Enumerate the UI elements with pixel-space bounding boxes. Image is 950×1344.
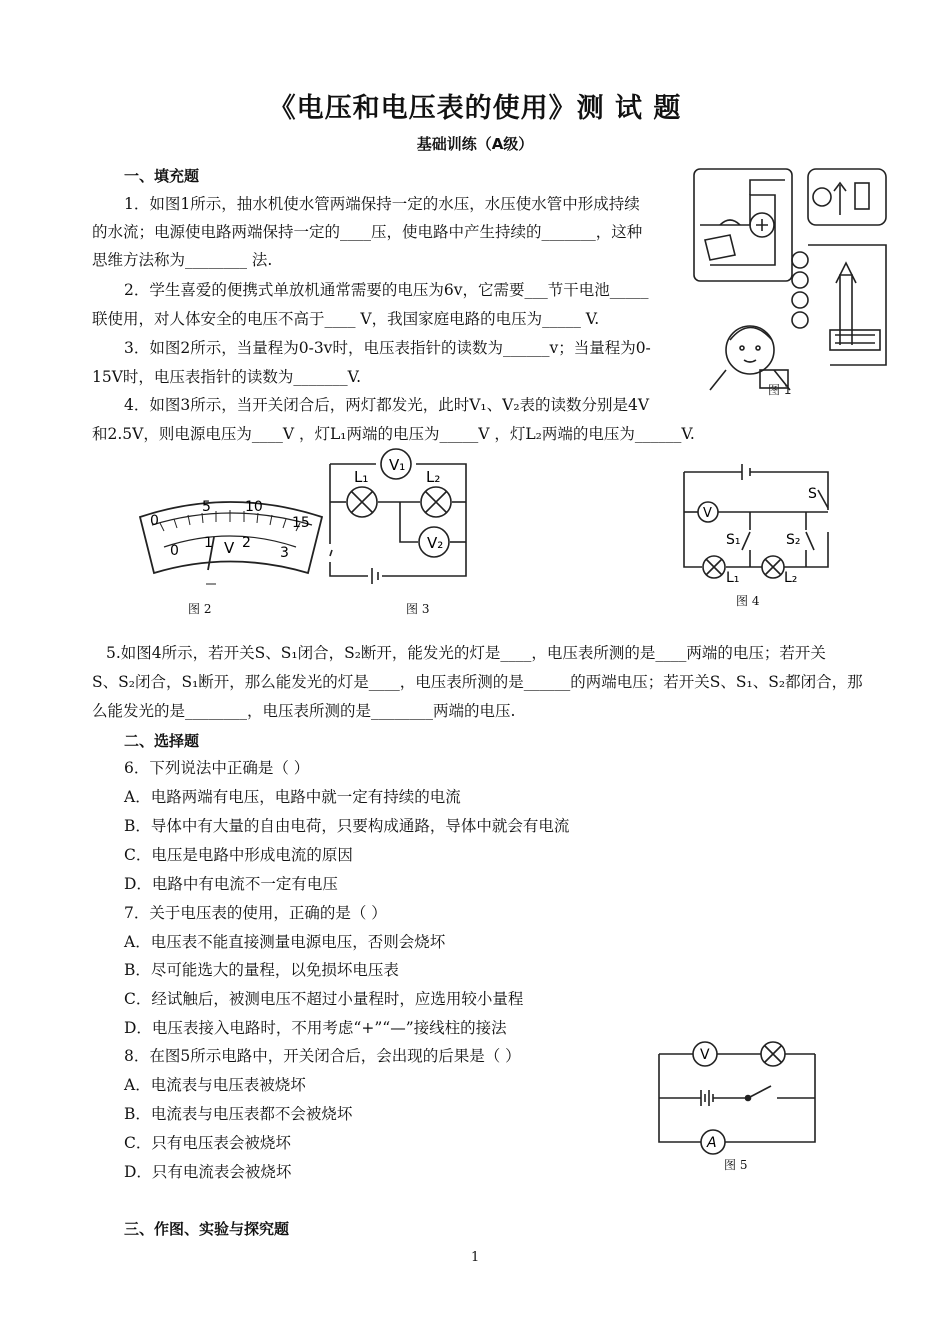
fig5-a: A — [707, 1135, 717, 1151]
q5-line-1: 5.如图4所示，若开关S、S₁闭合，S₂断开，能发光的灯是____，电压表所测的是____两端的电压；若开关 — [106, 644, 826, 662]
q8-option-b: B．电流表与电压表都不会被烧坏 — [124, 1105, 353, 1123]
q4-line-1: 4．如图3所示，当开关闭合后，两灯都发光，此时V₁、V₂表的读数分别是4V — [124, 396, 650, 414]
fig4-v: V — [703, 506, 712, 521]
page-subtitle: 基础训练（A级） — [416, 135, 534, 153]
q5-line-2: S、S₂闭合，S₁断开，那么能发光的灯是____，电压表所测的是______的两端电压；若开关S、S₁、S₂都闭合，那 — [92, 673, 863, 691]
q6-stem: 6．下列说法中正确是（ ） — [124, 759, 310, 777]
q7-option-b: B．尽可能选大的量程，以免损坏电压表 — [124, 961, 399, 979]
q7-stem: 7．关于电压表的使用，正确的是（ ） — [124, 904, 387, 922]
fig2-top-0: 0 — [150, 513, 159, 529]
q6-option-d: D．电路中有电流不一定有电压 — [124, 875, 338, 893]
fig3-l1: L₁ — [354, 468, 369, 486]
fig4-s: S — [808, 486, 817, 502]
fig2-unit: V — [224, 539, 235, 557]
fig1-caption: 图 1 — [768, 383, 792, 397]
q7-option-a: A．电压表不能直接测量电源电压，否则会烧坏 — [124, 933, 446, 951]
fig4-caption: 图 4 — [736, 594, 760, 608]
q1-line-2: 的水流；电源使电路两端保持一定的____压，使电路中产生持续的_______，这种 — [92, 223, 643, 241]
page-title: 《电压和电压表的使用》测 试 题 — [268, 93, 682, 124]
section-drawing-experiment: 三、作图、实验与探究题 — [124, 1220, 290, 1238]
fig2-bottom-3: 3 — [280, 545, 289, 561]
fig3-l2: L₂ — [426, 468, 441, 486]
fig2-top-10: 10 — [245, 499, 263, 515]
fig3-v2: V₂ — [427, 534, 444, 552]
fig2-bottom-1: 1 — [204, 535, 213, 551]
q8-option-c: C．只有电压表会被烧坏 — [124, 1134, 291, 1152]
q3-line-1: 3．如图2所示，当量程为0-3v时，电压表指针的读数为______v；当量程为0- — [124, 339, 651, 357]
fig4-l2: L₂ — [784, 570, 798, 586]
figure-5 — [655, 1040, 820, 1155]
q6-option-c: C．电压是电路中形成电流的原因 — [124, 846, 353, 864]
figure-2 — [130, 495, 330, 585]
fig3-v1: V₁ — [389, 456, 406, 474]
fig2-bottom-2: 2 — [242, 535, 251, 551]
q8-stem: 8．在图5所示电路中，开关闭合后，会出现的后果是（ ） — [124, 1047, 521, 1065]
q6-option-b: B．导体中有大量的自由电荷，只要构成通路，导体中就会有电流 — [124, 817, 570, 835]
fig4-s1: S₁ — [726, 532, 741, 548]
q3-line-2: 15V时，电压表指针的读数为_______V. — [92, 368, 362, 386]
q1-line-1: 1．如图1所示，抽水机使水管两端保持一定的水压，水压使水管中形成持续 — [124, 195, 640, 213]
q7-option-d: D．电压表接入电路时，不用考虑“+”“—”接线柱的接法 — [124, 1019, 507, 1037]
q4-line-2: 和2.5V，则电源电压为____V ，灯L₁两端的电压为_____V ，灯L₂两端的电压为______V. — [92, 425, 695, 443]
q2-line-2: 联使用，对人体安全的电压不高于____ V，我国家庭电路的电压为_____ V. — [92, 310, 600, 328]
q1-line-3: 思维方法称为________ 法. — [92, 251, 273, 269]
fig2-top-15: 15 — [292, 515, 310, 531]
fig5-caption: 图 5 — [724, 1158, 748, 1172]
figure-1 — [690, 165, 890, 395]
q8-option-d: D．只有电流表会被烧坏 — [124, 1163, 292, 1181]
fig2-top-5: 5 — [202, 499, 211, 515]
figure-4 — [680, 462, 835, 587]
fig4-s2: S₂ — [786, 532, 801, 548]
section-fill-in: 一、填充题 — [124, 167, 200, 185]
section-choice: 二、选择题 — [124, 732, 200, 750]
q8-option-a: A．电流表与电压表被烧坏 — [124, 1076, 306, 1094]
q2-line-1: 2．学生喜爱的便携式单放机通常需要的电压为6v，它需要___节干电池_____ — [124, 281, 649, 299]
fig3-caption: 图 3 — [406, 602, 430, 616]
fig2-bottom-0: 0 — [170, 543, 179, 559]
fig5-v: V — [700, 1047, 710, 1063]
q7-option-c: C．经试触后，被测电压不超过小量程时，应选用较小量程 — [124, 990, 524, 1008]
q5-line-3: 么能发光的是________，电压表所测的是________两端的电压. — [92, 702, 516, 720]
page-number: 1 — [471, 1250, 480, 1265]
figure-3 — [326, 450, 476, 590]
fig4-l1: L₁ — [726, 570, 740, 586]
fig2-caption: 图 2 — [188, 602, 212, 616]
q6-option-a: A．电路两端有电压，电路中就一定有持续的电流 — [124, 788, 461, 806]
